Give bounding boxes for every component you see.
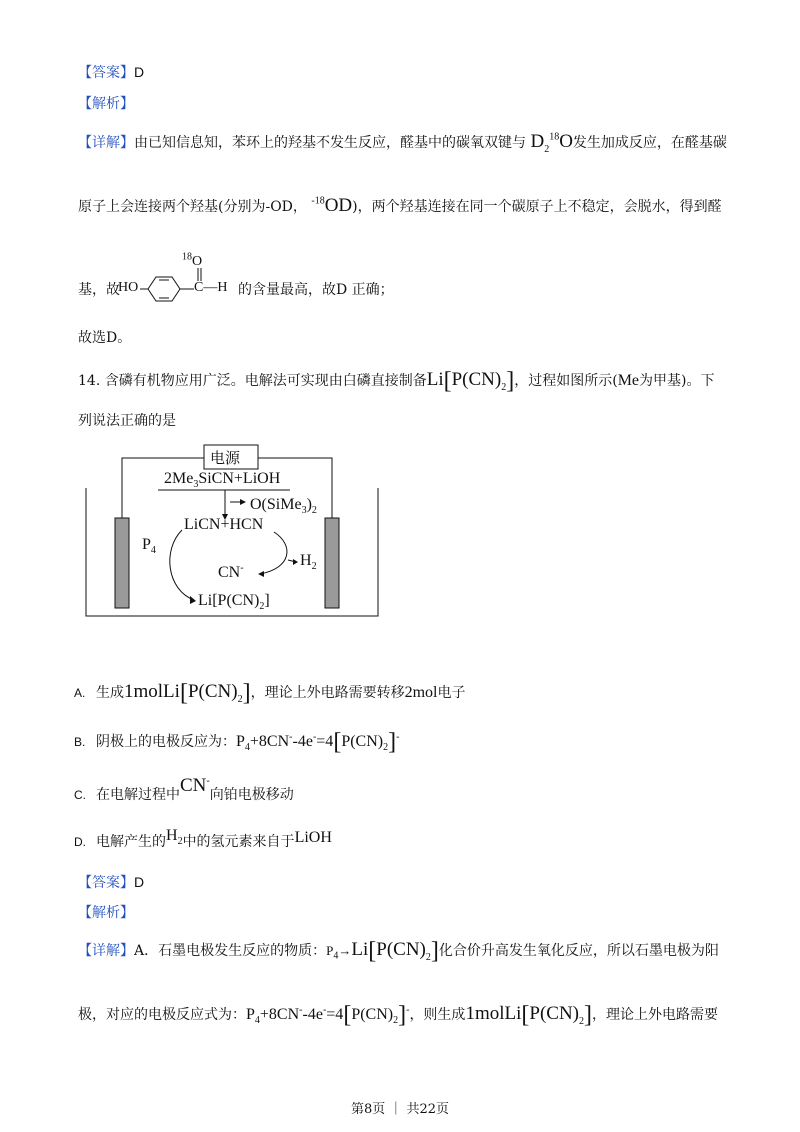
detail-line-3 [78,280,120,300]
option-text: 向铂电极移动 [209,787,294,803]
option-text: 中的氢元素来自于 [182,834,295,850]
mol-formula: $1molLi[P(CN)_2]$ [465,1002,593,1028]
option-letter: D. [74,835,86,849]
option-c[interactable] [74,775,294,805]
answer-tag: 【答案】 [78,65,134,81]
detail-text: 化合价升高发生氧化反应，所以石墨电极为阳 [438,943,719,959]
detail-line-1 [78,132,727,153]
electrolysis-diagram [82,440,382,630]
option-d[interactable] [74,827,332,852]
analysis-tag: 【解析】 [78,96,134,112]
question-text: 为甲基)。下 [639,373,715,389]
power-source-label: 电源 [210,449,241,467]
option-text: ，理论上外电路需要转移 [250,685,405,701]
answer-value: D [134,64,145,80]
option-formula: LiOH [294,829,332,846]
ch-label: C—H [194,280,228,295]
detail-text: 基，故 [78,282,120,298]
page-footer: 第8页 ｜ 共22页 [350,1102,450,1117]
answer-tag: 【答案】 [78,875,134,891]
question-number: 14. [78,373,101,389]
option-formula: $1molLi[P(CN)_2]$ [124,680,251,706]
detail-text: ，理论上外电路需要 [592,1007,719,1023]
carbonyl-oxygen: $^{18}$O [182,251,203,269]
option-formula: 2mol [404,684,438,701]
product-label: $Li[P(CN)_2]$ [198,592,270,613]
answer-line [78,62,144,83]
byproduct-label: $O(SiMe_3)_2$ [250,496,317,517]
ho-label: HO [118,280,139,295]
question-formula: $Li[P(CN)_2]$ [426,368,515,394]
option-a[interactable] [74,680,466,706]
od-formula: $^{-18}$OD [311,195,353,216]
detail-line-2 [78,196,722,217]
d2o-formula: $D_2^{18}O$ [530,131,573,155]
detail-text: 发生加成反应，在醛基碳 [572,135,727,151]
option-text: 生成 [96,685,124,701]
reactants-label: $2Me_3SiCN+LiOH$ [164,470,281,491]
analysis-tag: 【解析】 [78,905,134,921]
option-formula: CN- [180,775,210,796]
h2-label: $H_2$ [300,552,317,573]
detail2-line-1 [78,938,719,964]
me-symbol: Me [617,372,640,389]
option-equation: $P_4+8CN^--4e^-=4[P(CN)_2]^-$ [236,729,400,755]
answer-line [78,872,144,893]
option-formula: $H_2$ [166,827,183,848]
detail-tag: 【详解】 [78,943,134,959]
conclusion-line: 故选D。 [78,330,132,346]
detail-text: 由已知信息知，苯环上的羟基不发生反应，醛基中的碳氧双键与 [134,135,526,151]
hydroxybenzaldehyde-structure [118,251,234,302]
detail-text: A．石墨电极发生反应的物质： [134,943,327,959]
answer-value: D [134,874,145,890]
detail-text: 极，对应的电极反应式为： [78,1007,246,1023]
question-line-2: 列说法正确的是 [78,413,176,429]
intermediate-label: LiCN+HCN [184,516,264,533]
p4-label: $P_4$ [142,536,156,557]
question-line-1 [78,368,715,394]
product-formula: $Li[P(CN)_2]$ [351,938,439,964]
option-text: 电子 [437,685,466,701]
electrode-equation: $P_4+8CN^--4e^-=4[P(CN)_2]^-$ [246,1002,410,1028]
option-b[interactable] [74,729,400,755]
detail-text: 原子上会连接两个羟基(分别为-OD， [78,199,307,215]
detail-text: )，两个羟基连接在同一个碳原子上不稳定，会脱水，得到醛 [352,199,722,215]
option-text: 在电解过程中 [96,787,180,803]
option-text: 阴极上的电极反应为： [96,734,236,750]
p4-formula: $P_4\to$ [326,943,352,962]
option-text: 电解产生的 [96,834,166,850]
option-letter: B. [74,735,86,749]
detail-tag: 【详解】 [78,135,134,151]
option-letter: C. [74,788,86,802]
cyanide-label: CN- [218,562,244,581]
option-letter: A. [74,686,86,700]
detail2-line-2 [78,1002,719,1028]
detail-text: ，则生成 [409,1007,466,1023]
question-text: 含磷有机物应用广泛。电解法可实现由白磷直接制备 [104,373,427,389]
detail-text: 的含量最高，故D 正确； [238,282,394,298]
question-text: ，过程如图所示( [514,373,618,389]
